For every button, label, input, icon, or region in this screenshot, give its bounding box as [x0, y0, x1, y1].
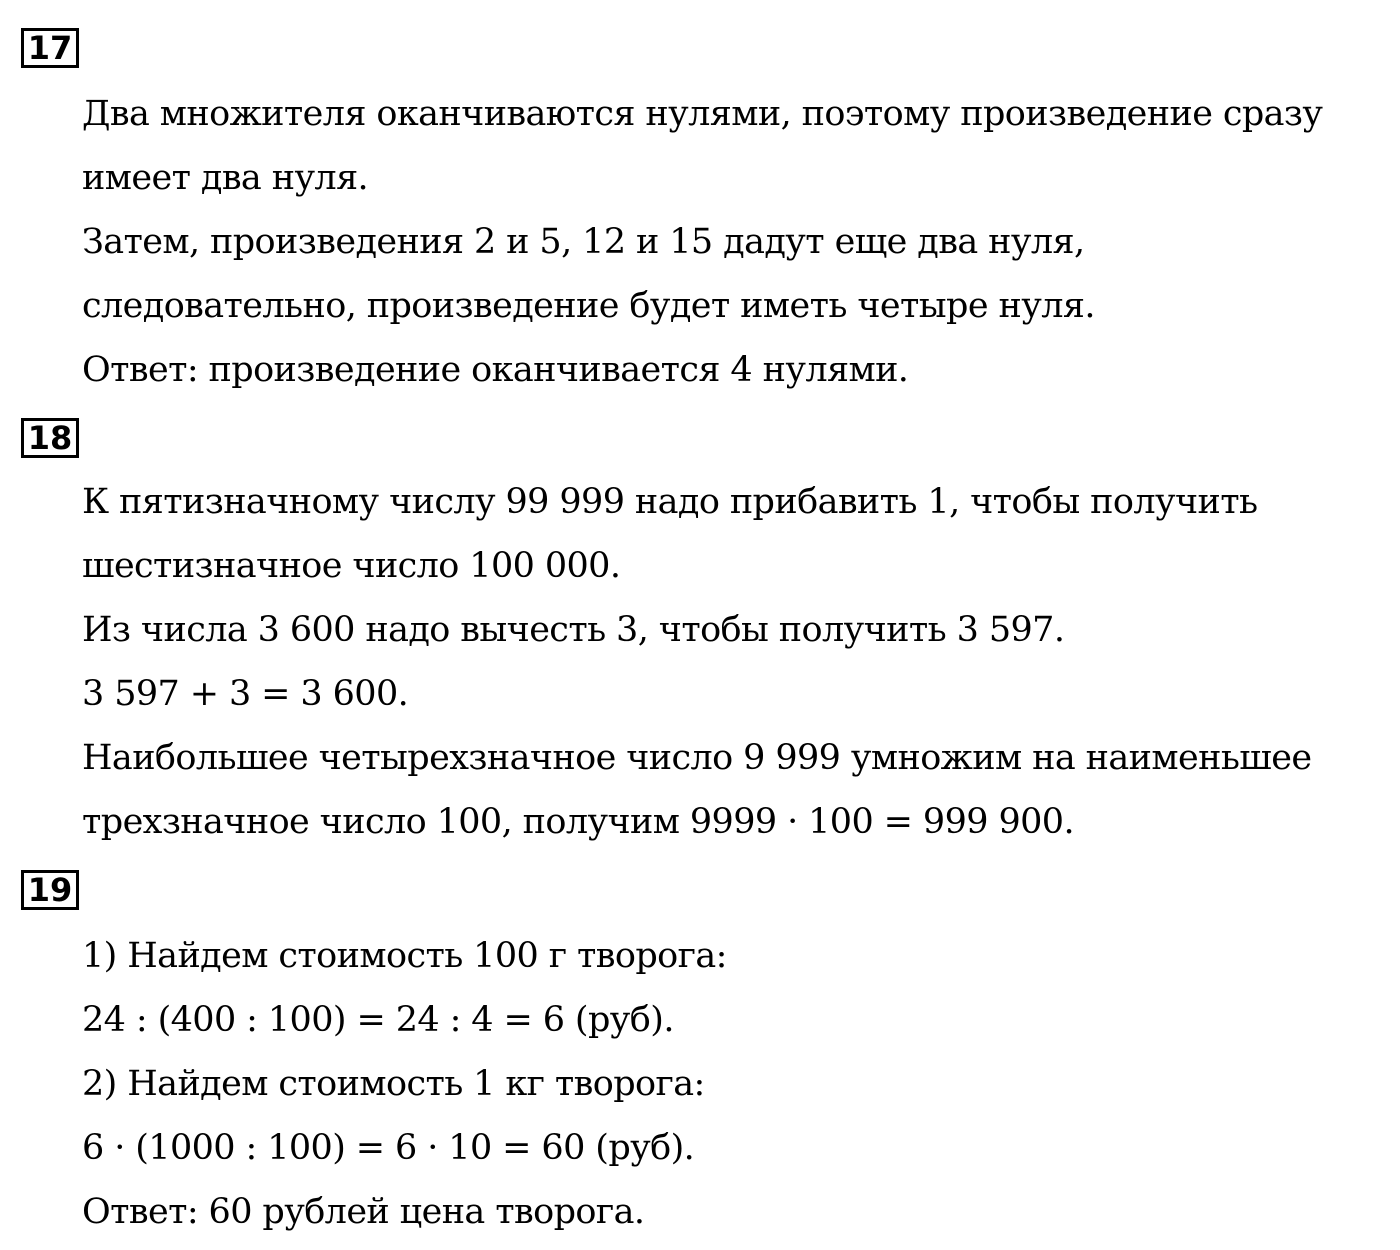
task-19-line-2: 24 : (400 : 100) = 24 : 4 = 6 (руб).: [82, 1000, 674, 1040]
task-18-line-5: Наибольшее четырехзначное число 9 999 умножим на наименьшее: [82, 738, 1312, 778]
task-18-line-1: К пятизначному числу 99 999 надо прибавить 1, чтобы получить: [82, 482, 1258, 522]
task-number-19: 19: [21, 870, 79, 910]
task-18-line-3: Из числа 3 600 надо вычесть 3, чтобы получить 3 597.: [82, 610, 1065, 650]
task-18-line-2: шестизначное число 100 000.: [82, 546, 621, 586]
task-19-line-3: 2) Найдем стоимость 1 кг творога:: [82, 1064, 705, 1104]
task-19-answer: Ответ: 60 рублей цена творога.: [82, 1192, 645, 1232]
task-number-18: 18: [21, 418, 79, 458]
task-18-line-4: 3 597 + 3 = 3 600.: [82, 674, 409, 714]
task-17-line-4: следовательно, произведение будет иметь четыре нуля.: [82, 286, 1095, 326]
task-18-line-6: трехзначное число 100, получим 9999 · 100 = 999 900.: [82, 802, 1074, 842]
task-19-line-4: 6 · (1000 : 100) = 6 · 10 = 60 (руб).: [82, 1128, 695, 1168]
task-17-line-3: Затем, произведения 2 и 5, 12 и 15 дадут еще два нуля,: [82, 222, 1085, 262]
task-number-17: 17: [21, 28, 79, 68]
task-17-line-2: имеет два нуля.: [82, 158, 369, 198]
task-19-line-1: 1) Найдем стоимость 100 г творога:: [82, 936, 727, 976]
task-17-line-1: Два множителя оканчиваются нулями, поэтому произведение сразу: [82, 94, 1323, 134]
task-17-answer: Ответ: произведение оканчивается 4 нулями.: [82, 350, 909, 390]
